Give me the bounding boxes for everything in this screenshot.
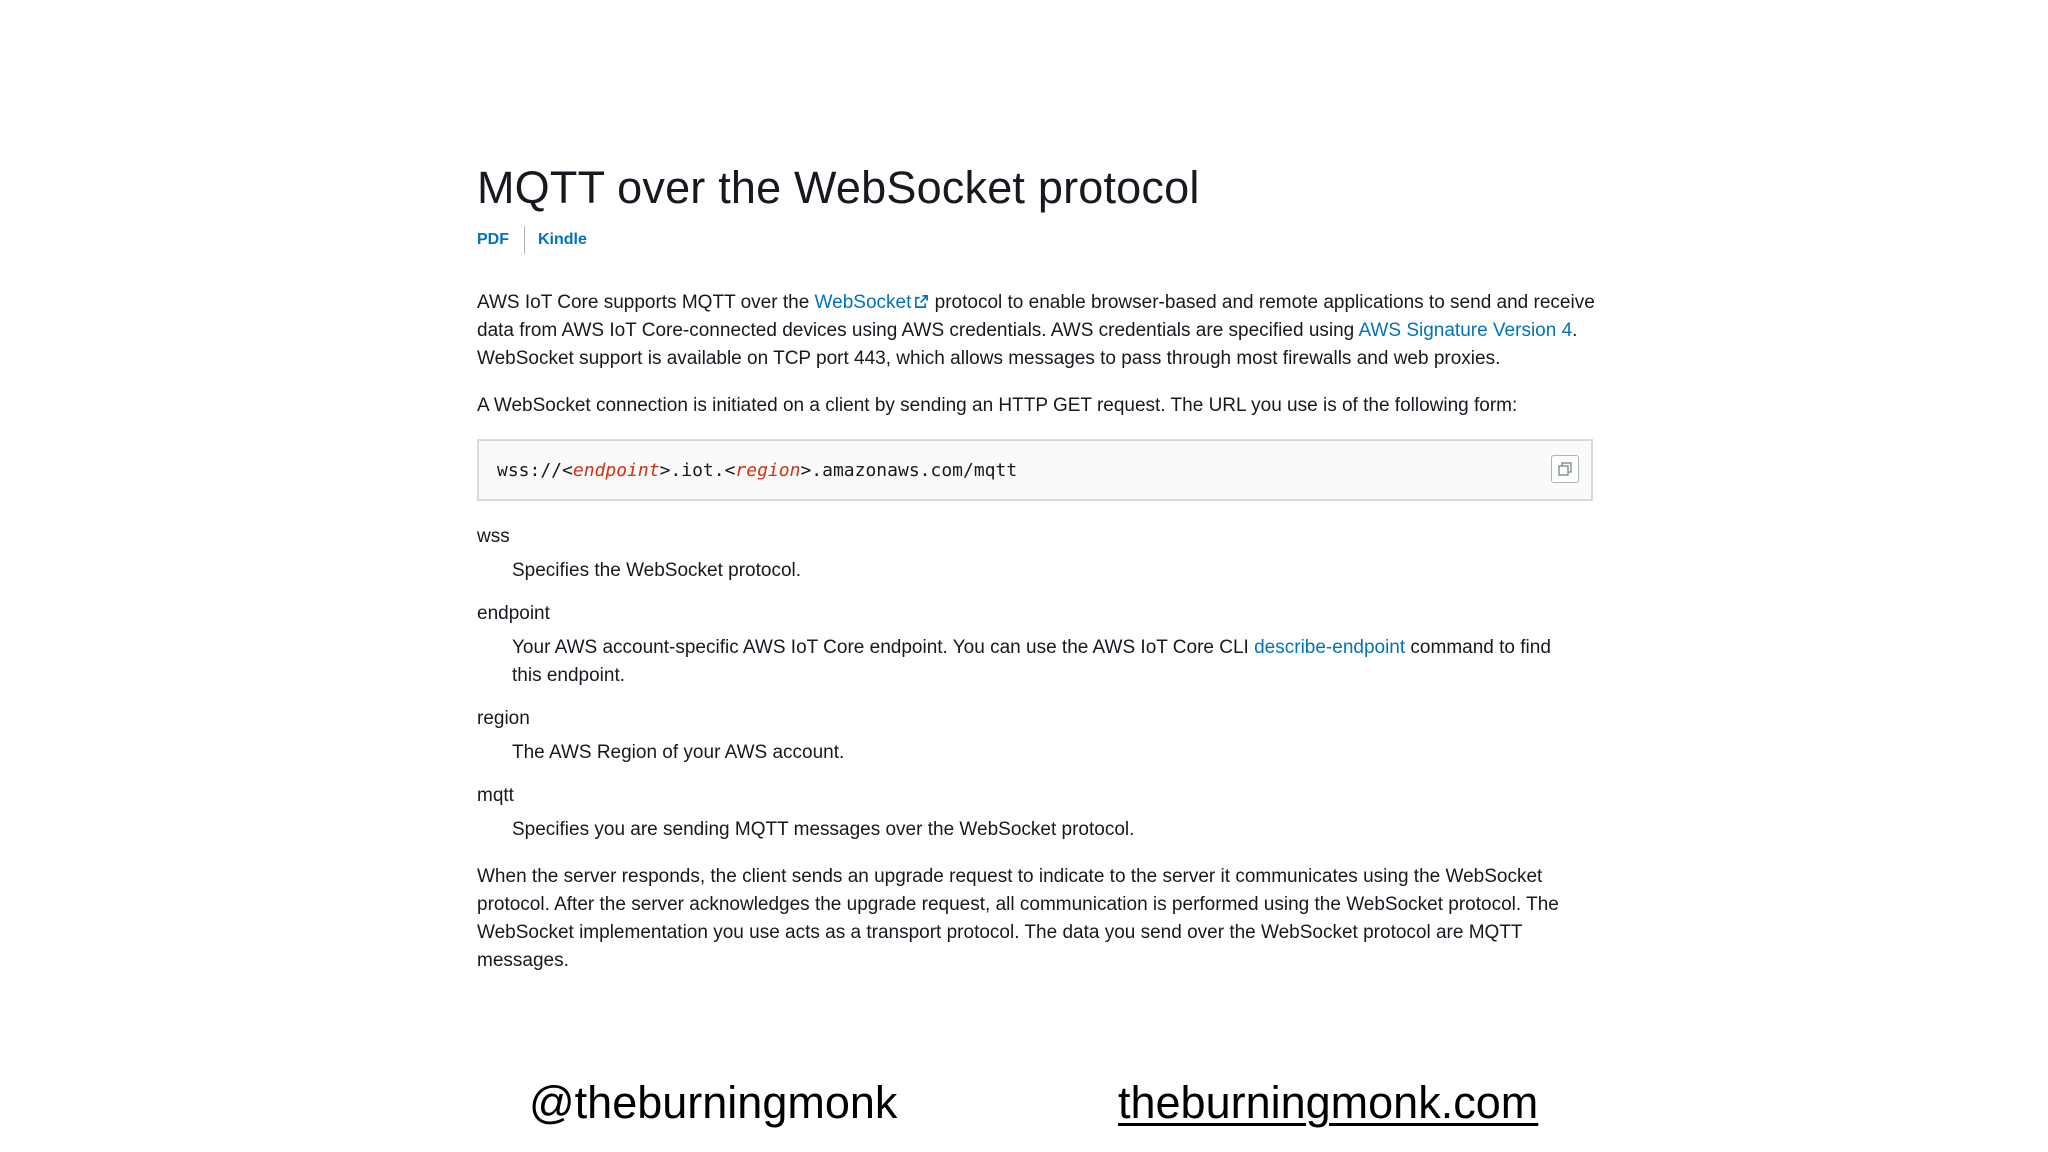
definition-desc: Specifies you are sending MQTT messages over the WebSocket protocol.	[512, 819, 1135, 840]
definition-desc: The AWS Region of your AWS account.	[512, 742, 845, 763]
definition-desc: Specifies the WebSocket protocol.	[512, 560, 802, 581]
intro-paragraph: AWS IoT Core supports MQTT over the WebSocket protocol to enable browser-based and remote applications to send and receive data from AWS IoT Core-connected devices using AWS credentials. AWS credentials are specified using AWS Signature Version 4. WebSocket support is available on TCP port 443, which allows messages to pass through most firewalls and web proxies.	[477, 292, 1595, 369]
website-link[interactable]: theburningmonk.com	[1118, 1077, 1539, 1128]
code-block	[477, 439, 1593, 501]
kindle-link[interactable]: Kindle	[538, 231, 587, 248]
code-var-endpoint: endpoint	[572, 460, 660, 481]
websocket-link[interactable]: WebSocket	[815, 292, 930, 313]
doc-format-links	[477, 226, 1595, 254]
url-form-intro: A WebSocket connection is initiated on a client by sending an HTTP GET request. The URL you use is of the following form:	[477, 395, 1518, 416]
code-var-region: region	[735, 460, 801, 481]
describe-endpoint-link[interactable]: describe-endpoint	[1254, 637, 1406, 658]
doc-page	[477, 160, 1595, 975]
divider	[524, 226, 525, 254]
websocket-url-code: wss://<endpoint>.iot.<region>.amazonaws.com/mqtt	[497, 460, 1018, 481]
page-title: MQTT over the WebSocket protocol	[477, 162, 1200, 213]
copy-icon	[1557, 461, 1573, 477]
outro-paragraph: When the server responds, the client sends an upgrade request to indicate to the server it communicates using the WebSocket protocol. After the server acknowledges the upgrade request, all communication is performed using the WebSocket protocol. The WebSocket implementation you use acts as a transport protocol. The data you send over the WebSocket protocol are MQTT messages.	[477, 866, 1559, 971]
pdf-link[interactable]: PDF	[477, 231, 509, 248]
definition-term: endpoint	[477, 603, 550, 624]
external-link-icon	[914, 294, 929, 309]
aws-signature-v4-link[interactable]: AWS Signature Version 4	[1358, 320, 1573, 341]
definition-term: wss	[477, 526, 510, 547]
definition-term: region	[477, 708, 530, 729]
definition-term: mqtt	[477, 785, 514, 806]
definition-desc: Your AWS account-specific AWS IoT Core endpoint. You can use the AWS IoT Core CLI describe-endpoint command to find this endpoint.	[512, 637, 1551, 686]
twitter-handle: @theburningmonk	[529, 1077, 898, 1128]
url-parts-definitions	[477, 523, 1595, 844]
copy-button[interactable]	[1551, 455, 1579, 483]
